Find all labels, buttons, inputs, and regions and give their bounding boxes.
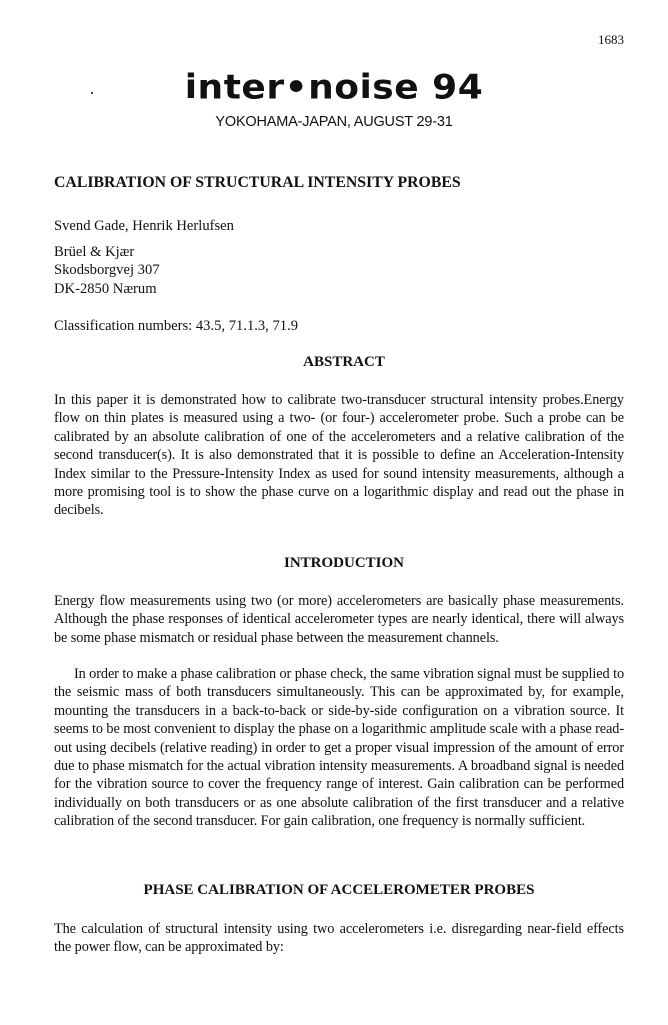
affiliation-line: DK-2850 Nærum <box>54 281 157 297</box>
affiliation-line: Brüel & Kjær <box>54 244 135 260</box>
affiliation-line: Skodsborgvej 307 <box>54 262 160 278</box>
introduction-paragraph: Energy flow measurements using two (or more) accelerometers are basically phase measurements. Although the phase responses of identical accelerometer types are nearly identical, there will always be some phase mismatch or residual phase between the measurement channels. <box>54 593 624 646</box>
abstract-text: In this paper it is demonstrated how to calibrate two-transducer structural intensity probes.Energy flow on thin plates is measured using a two- (or four-) accelerometer probe. Such a probe can be calibrated by an absolute calibration of one of the accelerometers and a relative calibration of the second transducer(s). It is also demonstrated that it is possible to define an Acceleration-Intensity Index similar to the Pressure-Intensity Index as used for sound intensity measurements, although a more promising tool is to show the phase curve on a logarithmic display and read out the phase in decibels. <box>54 392 624 519</box>
classification-numbers: Classification numbers: 43.5, 71.1.3, 71.9 <box>54 318 299 334</box>
introduction-paragraph: In order to make a phase calibration or phase check, the same vibration signal must be supplied to the seismic mass of both transducers simultaneously. This can be approximated by, for example, mounting the transducers in a back-to-back or side-by-side configuration on a vibration source. It seems to be most convenient to display the phase on a logarithmic amplitude scale with a phase read-out using decibels (relative reading) in order to get a proper visual impression of the amount of error due to phase mismatch for the actual vibration intensity measurements. A broadband signal is needed for the vibration source to cover the frequency range of interest. Gain calibration can be performed individually on both transducers or as one absolute calibration of the first transducer and a relative calibration of the second transducer. For gain calibration, one frequency is normally sufficient. <box>54 666 624 830</box>
conference-logo: inter•noise 94 <box>184 68 484 107</box>
paper-authors: Svend Gade, Henrik Herlufsen <box>54 218 234 234</box>
introduction-heading: INTRODUCTION <box>283 555 404 571</box>
page-number: 1683 <box>598 32 624 47</box>
paper-title: CALIBRATION OF STRUCTURAL INTENSITY PROBES <box>54 174 461 191</box>
phase-calibration-heading: PHASE CALIBRATION OF ACCELEROMETER PROBES <box>143 882 535 898</box>
conference-location: YOKOHAMA-JAPAN, AUGUST 29-31 <box>215 114 453 130</box>
abstract-heading: ABSTRACT <box>303 354 385 370</box>
phase-calibration-text: The calculation of structural intensity using two accelerometers i.e. disregarding near-field effects the power flow, can be approximated by: <box>54 921 624 956</box>
